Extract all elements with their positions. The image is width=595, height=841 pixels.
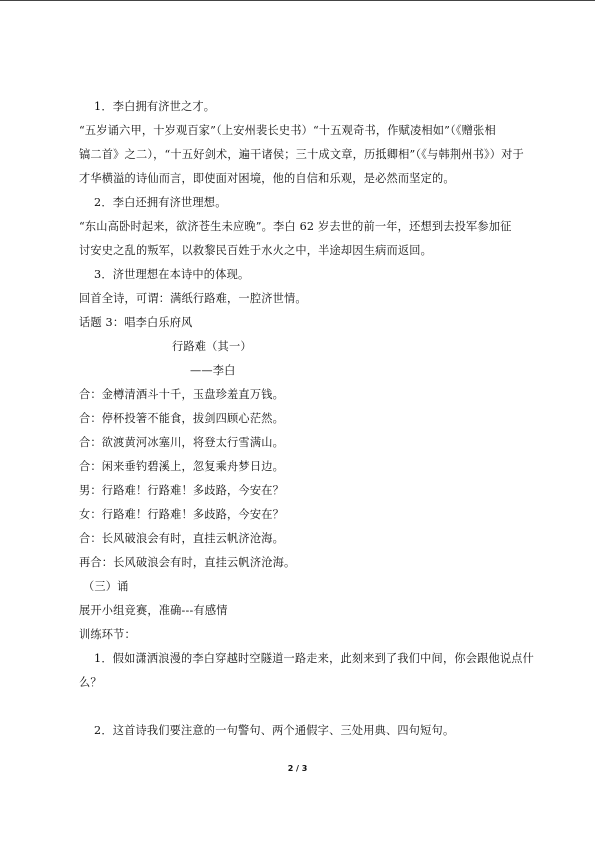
poem-line: 合：长风破浪会有时，直挂云帆济沧海。 — [79, 532, 284, 545]
poem-line: 合：闲来垂钓碧溪上，忽复乘舟梦日边。 — [79, 460, 284, 473]
poem-author: ——李白 — [190, 364, 236, 377]
paragraph-line: “五岁诵六甲，十岁观百家”（上安州裴长史书）“十五观奇书，作赋凌相如”（《赠张相 — [79, 124, 496, 137]
paragraph-line: 才华横溢的诗仙而言，即使面对困境，他的自信和乐观，是必然而坚定的。 — [79, 172, 455, 185]
poem-line: 合：金樽清酒斗十千，玉盘珍羞直万钱。 — [79, 388, 284, 401]
poem-title: 行路难（其一） — [172, 340, 252, 353]
section-heading: （三）诵 — [83, 580, 129, 593]
page-number: 2 / 3 — [287, 764, 308, 773]
heading-talent: 1．李白拥有济世之才。 — [94, 100, 216, 113]
poem-line: 男：行路难！行路难！多歧路，今安在？ — [79, 484, 284, 497]
question-line: 1．假如潇洒浪漫的李白穿越时空隧道一路走来，此刻来到了我们中间，你会跟他说点什 — [94, 652, 535, 665]
paragraph-line: 回首全诗，可谓：满纸行路难，一腔济世情。 — [79, 292, 307, 305]
poem-line: 女：行路难！行路难！多歧路，今安在？ — [79, 508, 284, 521]
top-rule — [0, 0, 595, 1]
poem-line: 合：停杯投箸不能食，拔剑四顾心茫然。 — [79, 412, 284, 425]
poem-line: 再合：长风破浪会有时，直挂云帆济沧海。 — [79, 556, 296, 569]
paragraph-line: 训练环节： — [79, 628, 136, 641]
question-line: 2．这首诗我们要注意的一句警句、两个通假字、三处用典、四句短句。 — [94, 724, 455, 737]
heading-ideal: 2．李白还拥有济世理想。 — [94, 196, 227, 209]
poem-line: 合：欲渡黄河冰塞川，将登太行雪满山。 — [79, 436, 284, 449]
paragraph-line: 镐二首》之二），“十五好剑术，遍干诸侯；三十成文章，历抵卿相”（《与韩荆州书》）对于 — [79, 148, 524, 161]
paragraph-line: 展开小组竞赛，准确---有感情 — [79, 604, 228, 617]
topic-heading: 话题 3：唱李白乐府风 — [79, 316, 193, 329]
heading-embodiment: 3．济世理想在本诗中的体现。 — [94, 268, 250, 281]
question-line: 么？ — [79, 676, 102, 689]
paragraph-line: “东山高卧时起来，欲济苍生未应晚”。李白 62 岁去世的前一年，还想到去投军参加征 — [79, 220, 512, 233]
paragraph-line: 讨安史之乱的叛军，以救黎民百姓于水火之中，半途却因生病而返回。 — [79, 244, 433, 257]
